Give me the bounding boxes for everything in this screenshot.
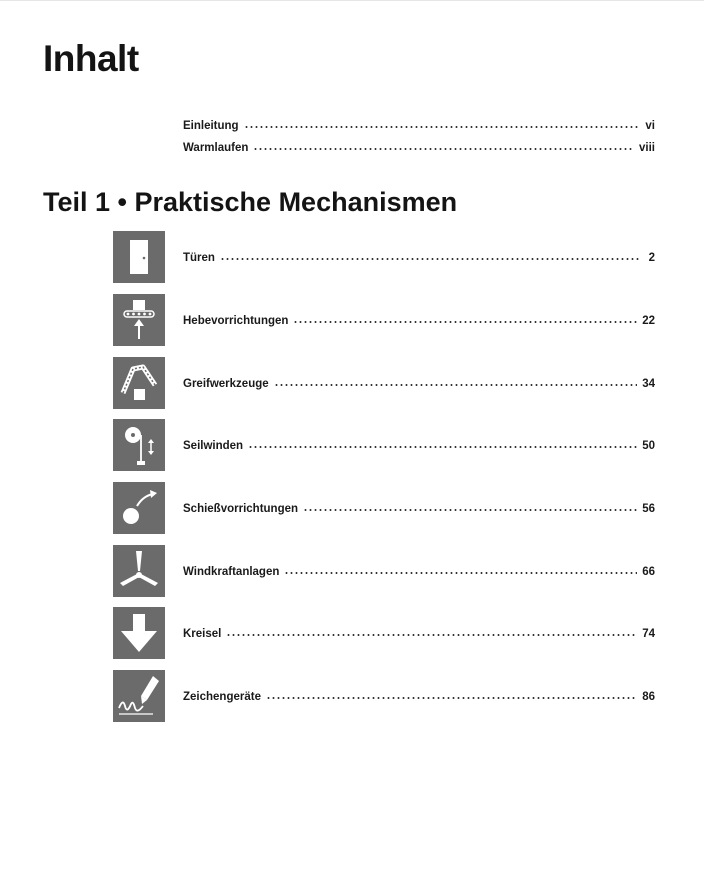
page-title: Inhalt [43, 38, 139, 79]
toc-entry-einleitung[interactable] [183, 120, 655, 132]
drawing-pen-icon [113, 670, 165, 722]
toc-entry-label: Kreisel [183, 628, 222, 640]
toc-entry-schiessvorrichtungen[interactable] [183, 503, 655, 515]
toc-entry-zeichengeraete[interactable] [183, 691, 655, 703]
dot-leader [220, 258, 640, 260]
dot-leader [274, 384, 638, 386]
dot-leader [248, 446, 637, 448]
dot-leader [266, 697, 637, 699]
toc-entry-page: 86 [642, 691, 655, 703]
toc-entry-label: Zeichengeräte [183, 691, 261, 703]
dot-leader [303, 509, 637, 511]
toc-entry-page: 22 [642, 315, 655, 327]
toc-entry-page: 56 [642, 503, 655, 515]
dot-leader [293, 321, 637, 323]
toc-entry-label: Hebevorrichtungen [183, 315, 289, 327]
toc-entry-page: 50 [642, 440, 655, 452]
toc-entry-page: viii [639, 142, 655, 154]
toc-entry-label: Greifwerkzeuge [183, 378, 269, 390]
launcher-icon [113, 482, 165, 534]
door-icon [113, 231, 165, 283]
toc-entry-label: Türen [183, 252, 215, 264]
toc-entry-label: Seilwinden [183, 440, 244, 452]
toc-entry-label: Schießvorrichtungen [183, 503, 299, 515]
winch-icon [113, 419, 165, 471]
dot-leader [244, 126, 640, 128]
toc-entry-hebevorrichtungen[interactable] [183, 315, 655, 327]
toc-entry-tueren[interactable] [183, 252, 655, 264]
toc-entry-greifwerkzeuge[interactable] [183, 378, 655, 390]
toc-entry-page: 2 [648, 252, 655, 264]
toc-entry-seilwinden[interactable] [183, 440, 655, 452]
top-rule [0, 0, 704, 1]
gripper-arm-icon [113, 357, 165, 409]
toc-entry-page: 34 [642, 378, 655, 390]
toc-entry-page: vi [645, 120, 655, 132]
part-title: Teil 1 • Praktische Mechanismen [43, 187, 458, 217]
toc-entry-page: 66 [642, 566, 655, 578]
dot-leader [253, 148, 634, 150]
toc-entry-label: Windkraftanlagen [183, 566, 280, 578]
toc-entry-label: Warmlaufen [183, 142, 249, 154]
toc-entry-warmlaufen[interactable] [183, 142, 655, 154]
dot-leader [284, 572, 637, 574]
toc-entry-label: Einleitung [183, 120, 239, 132]
wind-turbine-icon [113, 545, 165, 597]
toc-entry-windkraftanlagen[interactable] [183, 566, 655, 578]
conveyor-lift-icon [113, 294, 165, 346]
toc-entry-kreisel[interactable] [183, 628, 655, 640]
dot-leader [226, 634, 637, 636]
toc-entry-page: 74 [642, 628, 655, 640]
down-arrow-icon [113, 607, 165, 659]
